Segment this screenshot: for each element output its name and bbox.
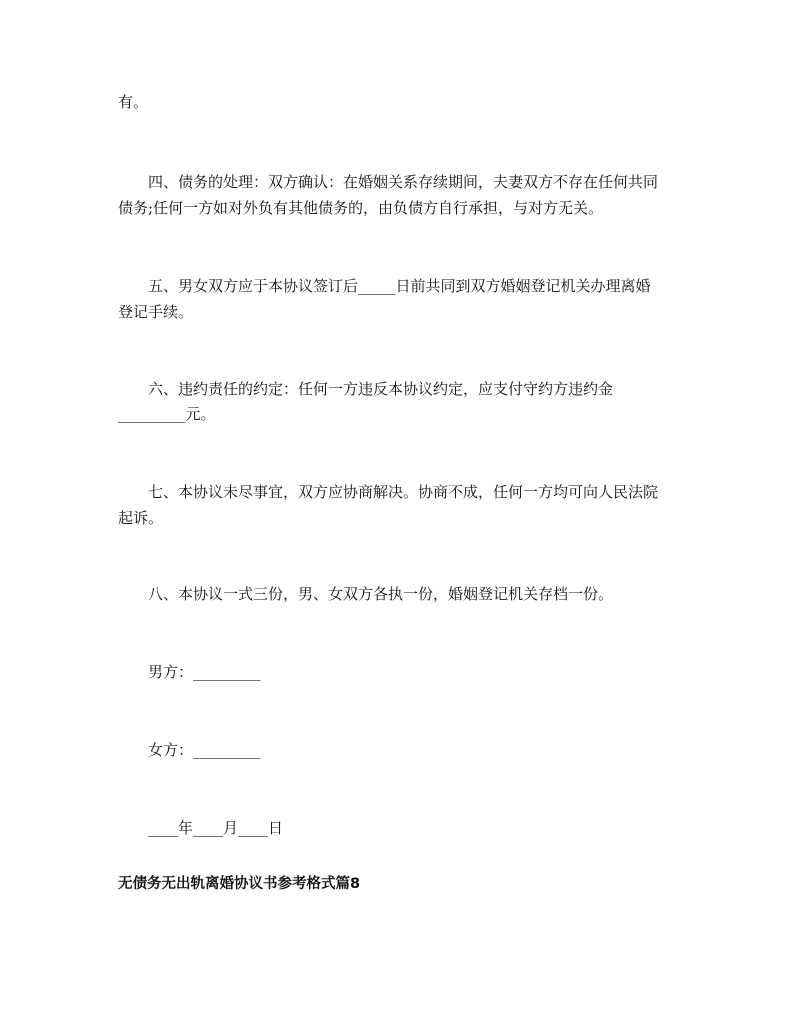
clause-six-line-2: _________元。 [118,405,216,423]
clause-four-line-1: 四、债务的处理：双方确认：在婚姻关系存续期间，夫妻双方不存在任何共同 [148,173,659,191]
male-signature: 男方：_________ [148,663,261,681]
paragraph-continuation: 有。 [118,93,149,111]
signature-date: ____年____月____日 [148,819,284,837]
clause-eight: 八、本协议一式三份，男、女双方各执一份，婚姻登记机关存档一份。 [148,585,614,603]
clause-seven-line-1: 七、本协议未尽事宜，双方应协商解决。协商不成，任何一方均可向人民法院 [148,483,659,501]
clause-seven-line-2: 起诉。 [118,509,164,527]
clause-five-line-2: 登记手续。 [118,303,194,321]
clause-four-line-2: 债务;任何一方如对外负有其他债务的，由负债方自行承担，与对方无关。 [118,199,604,217]
female-signature: 女方：_________ [148,741,261,759]
clause-five-line-1: 五、男女双方应于本协议签订后_____日前共同到双方婚姻登记机关办理离婚 [148,277,651,295]
section-heading: 无债务无出轨离婚协议书参考格式篇8 [118,876,361,892]
clause-six-line-1: 六、违约责任的约定：任何一方违反本协议约定，应支付守约方违约金 [148,380,614,398]
